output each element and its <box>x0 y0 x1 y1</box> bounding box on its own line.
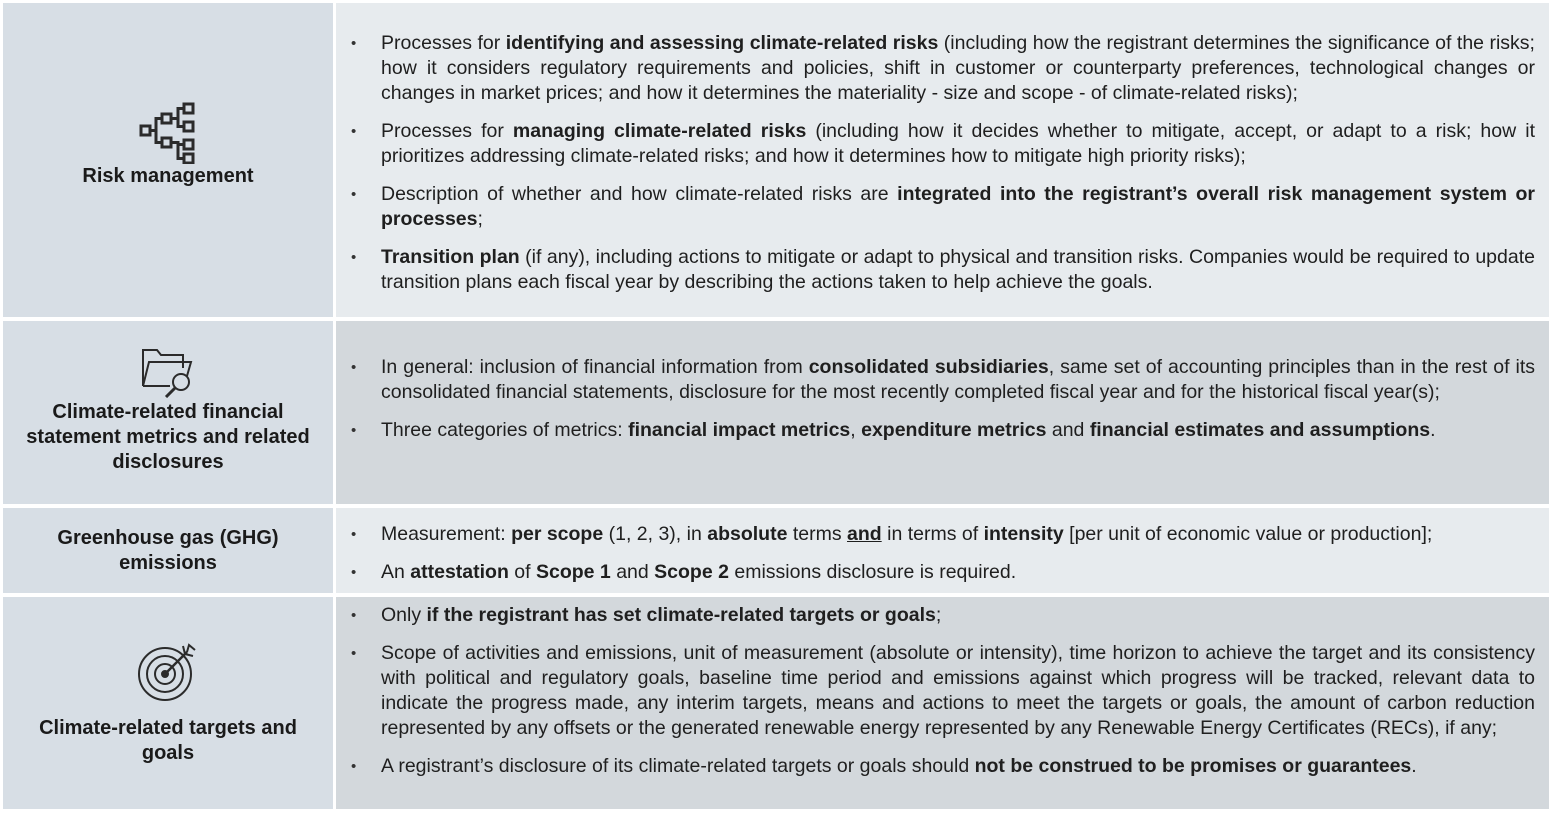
bullet-item <box>348 31 1535 106</box>
bullet-text: emissions disclosure is required. <box>728 561 1017 583</box>
row-targets-goals <box>3 597 1549 809</box>
bullet-text: Only <box>381 604 427 626</box>
bullet-text-bold: Scope 1 <box>536 561 611 583</box>
bullet-item <box>348 355 1535 405</box>
bullet-text: (1, 2, 3), in <box>603 523 708 545</box>
bullet-text: Three categories of metrics: <box>381 419 629 441</box>
bullet-text: Scope of activities and emissions, unit of measurement (absolute or intensity), time horizon to achieve the target and its consistency with political and regulatory goals, baseline time period and emissions against which progress will be tracked, relevant data to indicate the progress made, any interim targets, means and actions to meet the targets or goals, the amount of carbon reduction represented by any offsets or the generated renewable energy represented by any Renewable Energy Certificates (RECs), if any; <box>381 642 1535 739</box>
row-content-cell <box>336 508 1549 593</box>
bullet-text-bold: absolute <box>707 523 788 545</box>
bullet-text-bold: per scope <box>511 523 604 545</box>
bullet-text: . <box>1430 419 1436 441</box>
bullet-text-bold: financial estimates and assumptions <box>1089 419 1431 441</box>
bullet-list <box>348 355 1535 443</box>
bullet-text-bold: managing climate-related risks <box>512 120 807 142</box>
bullet-text: in terms of <box>881 523 984 545</box>
bullet-text: and <box>1046 419 1090 441</box>
bullet-text: of <box>508 561 536 583</box>
bullet-text-bold: and <box>847 523 882 545</box>
bullet-text: Processes for <box>381 32 506 54</box>
bullet-text: and <box>610 561 655 583</box>
row-label: Risk management <box>82 164 254 187</box>
bullet-item <box>348 119 1535 169</box>
bullet-text: (including how the registrant determines the significance of the risks; how it considers regulatory requirements and policies, shift in customer or counterparty preferences, technological changes or changes in market prices; and how it determines the materiality - size and scope - of climate-related risks); <box>381 32 1535 104</box>
bullet-list <box>348 31 1535 295</box>
row-ghg-emissions <box>3 508 1549 593</box>
row-content-cell <box>336 597 1549 809</box>
bullet-text-bold: identifying and assessing climate-related risks <box>505 32 939 54</box>
row-label: Greenhouse gas (GHG) emissions <box>57 526 279 574</box>
row-content-cell <box>336 3 1549 317</box>
bullet-text-bold: Scope 2 <box>654 561 729 583</box>
row-label-cell <box>3 3 333 317</box>
bullet-text-bold: attestation <box>410 561 509 583</box>
bullet-text: A registrant’s disclosure of its climate-related targets or goals should <box>381 755 975 777</box>
bullet-text-bold: if the registrant has set climate-related targets or goals <box>426 604 936 626</box>
row-label-cell <box>3 597 333 809</box>
bullet-text: (if any), including actions to mitigate or adapt to physical and transition risks. Companies would be required to update transition plans each fiscal year by describing the actions taken to help achieve the goals. <box>381 246 1535 293</box>
bullet-item <box>348 560 1535 585</box>
bullet-text: terms <box>787 523 848 545</box>
bullet-text: Measurement: <box>381 523 512 545</box>
bullet-text: ; <box>935 604 942 626</box>
bullet-text: Description of whether and how climate-related risks are <box>381 183 898 205</box>
bullet-item <box>348 522 1535 547</box>
row-label-cell <box>3 321 333 504</box>
bullet-text: ; <box>477 208 483 230</box>
disclosure-table <box>3 3 1549 809</box>
bullet-item <box>348 418 1535 443</box>
row-content-cell <box>336 321 1549 504</box>
row-label: Climate-related targets and goals <box>39 717 297 764</box>
target-arrow-icon <box>137 642 199 702</box>
bullet-list <box>348 522 1535 585</box>
bullet-item <box>348 245 1535 295</box>
row-risk-management <box>3 3 1549 317</box>
bullet-item <box>348 754 1535 779</box>
hierarchy-tree-icon <box>138 102 198 164</box>
bullet-text: , <box>850 419 862 441</box>
bullet-text-bold: financial impact metrics <box>628 419 851 441</box>
row-label-cell <box>3 508 333 593</box>
folder-search-icon <box>140 344 196 398</box>
bullet-text: , same set of accounting principles than in the rest of its consolidated financial statements, disclosure for the most recently completed fiscal year and for the historical fiscal year(s); <box>381 356 1535 403</box>
row-financial-metrics <box>3 321 1549 504</box>
bullet-text: An <box>381 561 411 583</box>
bullet-item <box>348 603 1535 628</box>
bullet-text: [per unit of economic value or production]; <box>1063 523 1433 545</box>
bullet-text-bold: consolidated subsidiaries <box>808 356 1049 378</box>
bullet-text: In general: inclusion of financial information from <box>381 356 809 378</box>
bullet-item <box>348 641 1535 741</box>
row-label: Climate-related financial statement metrics and related disclosures <box>26 401 310 473</box>
bullet-text-bold: not be construed to be promises or guarantees <box>974 755 1412 777</box>
bullet-text-bold: expenditure metrics <box>861 419 1047 441</box>
bullet-text-bold: Transition plan <box>381 246 520 268</box>
bullet-item <box>348 182 1535 232</box>
bullet-text: (including how it decides whether to mitigate, accept, or adapt to a risk; how it prioritizes addressing climate-related risks; and how it determines how to mitigate high priority risks); <box>381 120 1535 167</box>
bullet-text-bold: integrated into the registrant’s overall risk management system or processes <box>381 183 1535 230</box>
bullet-text: Processes for <box>381 120 513 142</box>
bullet-text-bold: intensity <box>983 523 1064 545</box>
bullet-text: . <box>1411 755 1417 777</box>
bullet-list <box>348 603 1535 779</box>
